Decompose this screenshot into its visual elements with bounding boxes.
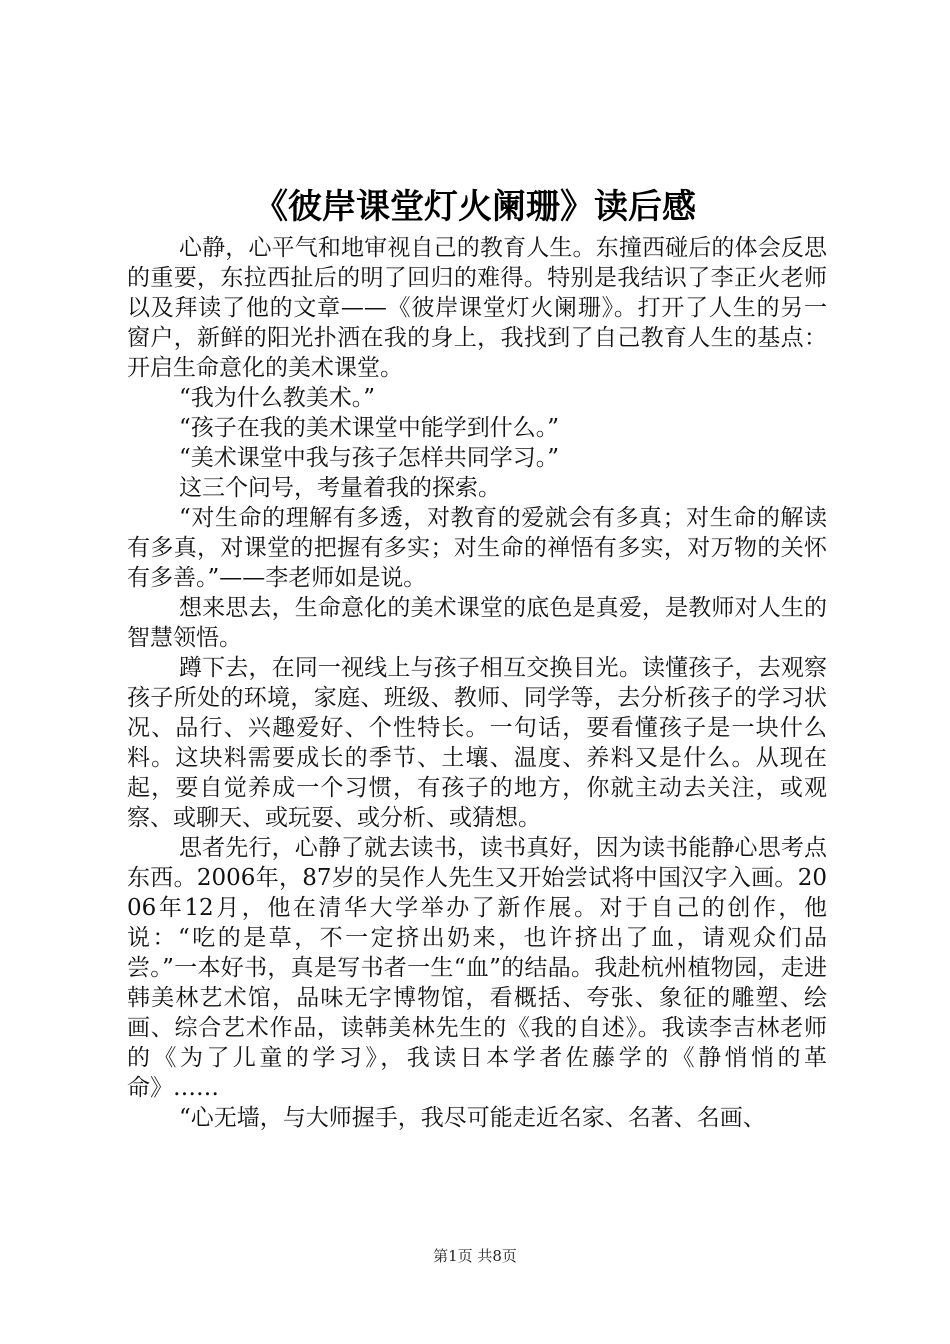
paragraph: 这三个问号，考量着我的探索。	[179, 475, 501, 501]
document-title: 《彼岸课堂灯火阑珊》读后感	[254, 187, 696, 227]
paragraph: “孩子在我的美术课堂中能学到什么。”	[179, 415, 560, 441]
paragraph: “我为什么教美术。”	[179, 385, 376, 411]
paragraph: 蹲下去，在同一视线上与孩子相互交换目光。读懂孩子，去观察孩子所处的环境，家庭、班级、教师、同学等，去分析孩子的学习状况、品行、兴趣爱好、个性特长。一句话，要看懂孩子是一块什么料。这块料需要成长的季节、土壤、温度、养料又是什么。从现在起，要自觉养成一个习惯，有孩子的地方，你就主动去关注，或观察、或聊天、或玩耍、或分析、或猜想。	[127, 655, 827, 831]
page-footer: 第1页 共8页	[433, 1247, 517, 1265]
paragraph: “心无墙，与大师握手，我尽可能走近名家、名著、名画、	[179, 1105, 766, 1131]
paragraph: “美术课堂中我与孩子怎样共同学习。”	[179, 445, 560, 471]
paragraph: 思者先行，心静了就去读书，读书真好，因为读书能静心思考点东西。2006年，87岁的吴作人先生又开始尝试将中国汉字入画。2006年12月，他在清华大学举办了新作展。对于自己的创作，他说：“吃的是草，不一定挤出奶来，也许挤出了血，请观众们品尝。”一本好书，真是写书者一生“血”的结晶。我赴杭州植物园，走进韩美林艺术馆，品味无字博物馆，看概括、夸张、象征的雕塑、绘画、综合艺术作品，读韩美林先生的《我的自述》。我读李吉林老师的《为了儿童的学习》，我读日本学者佐藤学的《静悄悄的革命》……	[127, 835, 827, 1101]
paragraph: 想来思去，生命意化的美术课堂的底色是真爱，是教师对人生的智慧领悟。	[127, 595, 827, 651]
document-body	[127, 233, 827, 1133]
paragraph: 心静，心平气和地审视自己的教育人生。东撞西碰后的体会反思的重要，东拉西扯后的明了回归的难得。特别是我结识了李正火老师以及拜读了他的文章——《彼岸课堂灯火阑珊》。打开了人生的另一窗户，新鲜的阳光扑洒在我的身上，我找到了自己教育人生的基点：开启生命意化的美术课堂。	[127, 235, 827, 381]
paragraph: “对生命的理解有多透，对教育的爱就会有多真；对生命的解读有多真，对课堂的把握有多实；对生命的禅悟有多实，对万物的关怀有多善。”——李老师如是说。	[127, 505, 827, 591]
